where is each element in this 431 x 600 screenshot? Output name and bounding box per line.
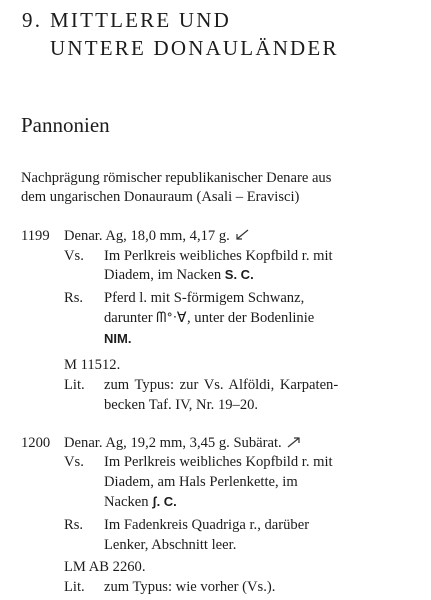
sc-mark: S. C. [224,267,254,282]
chapter-title-line1: MITTLERE UND [50,8,231,32]
rs-label: Rs. [64,290,84,306]
entry-header [64,229,250,244]
arrow-up-right-icon [286,436,302,448]
entry-number: 1200 [21,435,51,451]
entry-reference: M 11512. [64,357,121,373]
vs-line-3 [104,495,177,510]
vs-line-2-text: Diadem, im Nacken [104,267,222,283]
lit-label: Lit. [64,377,85,393]
lit-label: Lit. [64,579,85,595]
entry-header [64,436,302,451]
rs-line-1: Pferd l. mit S-förmigem Schwanz, [104,290,305,306]
vs-line-1: Im Perlkreis weibliches Kopfbild r. mit [104,248,333,264]
rs-line-2 [104,311,314,326]
vs-line-1: Im Perlkreis weibliches Kopfbild r. mit [104,454,333,470]
sc-mark: ʃ. C. [152,494,177,509]
entry-number: 1199 [21,228,50,244]
intro-line-2: dem ungarischen Donauraum (Asali – Eravisci) [21,189,300,205]
section-title: Pannonien [21,113,110,137]
rs-line-3-nim: NIM. [104,331,132,346]
vs-line-3-text: Nacken [104,494,149,510]
legend-glyph-text: ᗰᐤᐧⱯ [156,310,187,326]
chapter-title-line2: UNTERE DONAULÄNDER [50,36,339,60]
lit-line-1: zum Typus: zur Vs. Alföldi, Karpaten- [104,377,339,393]
arrow-down-left-icon [234,229,250,241]
vs-label: Vs. [64,248,84,264]
entry-header-text: Denar. Ag, 18,0 mm, 4,17 g. [64,228,230,244]
vs-line-2: Diadem, am Hals Perlenkette, im [104,474,298,490]
vs-line-2 [104,268,254,283]
entry-header-text: Denar. Ag, 19,2 mm, 3,45 g. Subärat. [64,435,282,451]
entry-reference: LM AB 2260. [64,559,146,575]
lit-line-2: becken Taf. IV, Nr. 19–20. [104,397,259,413]
lit-line-1: zum Typus: wie vorher (Vs.). [104,579,276,595]
rs-line-1: Im Fadenkreis Quadriga r., darüber [104,517,310,533]
rs-line-2-post: , unter der Bodenlinie [187,310,315,326]
rs-line-2-pre: darunter [104,310,153,326]
vs-label: Vs. [64,454,84,470]
rs-line-2: Lenker, Abschnitt leer. [104,537,237,553]
intro-line-1: Nachprägung römischer republikanischer Denare aus [21,170,332,186]
rs-label: Rs. [64,517,84,533]
chapter-number: 9. [22,8,43,32]
